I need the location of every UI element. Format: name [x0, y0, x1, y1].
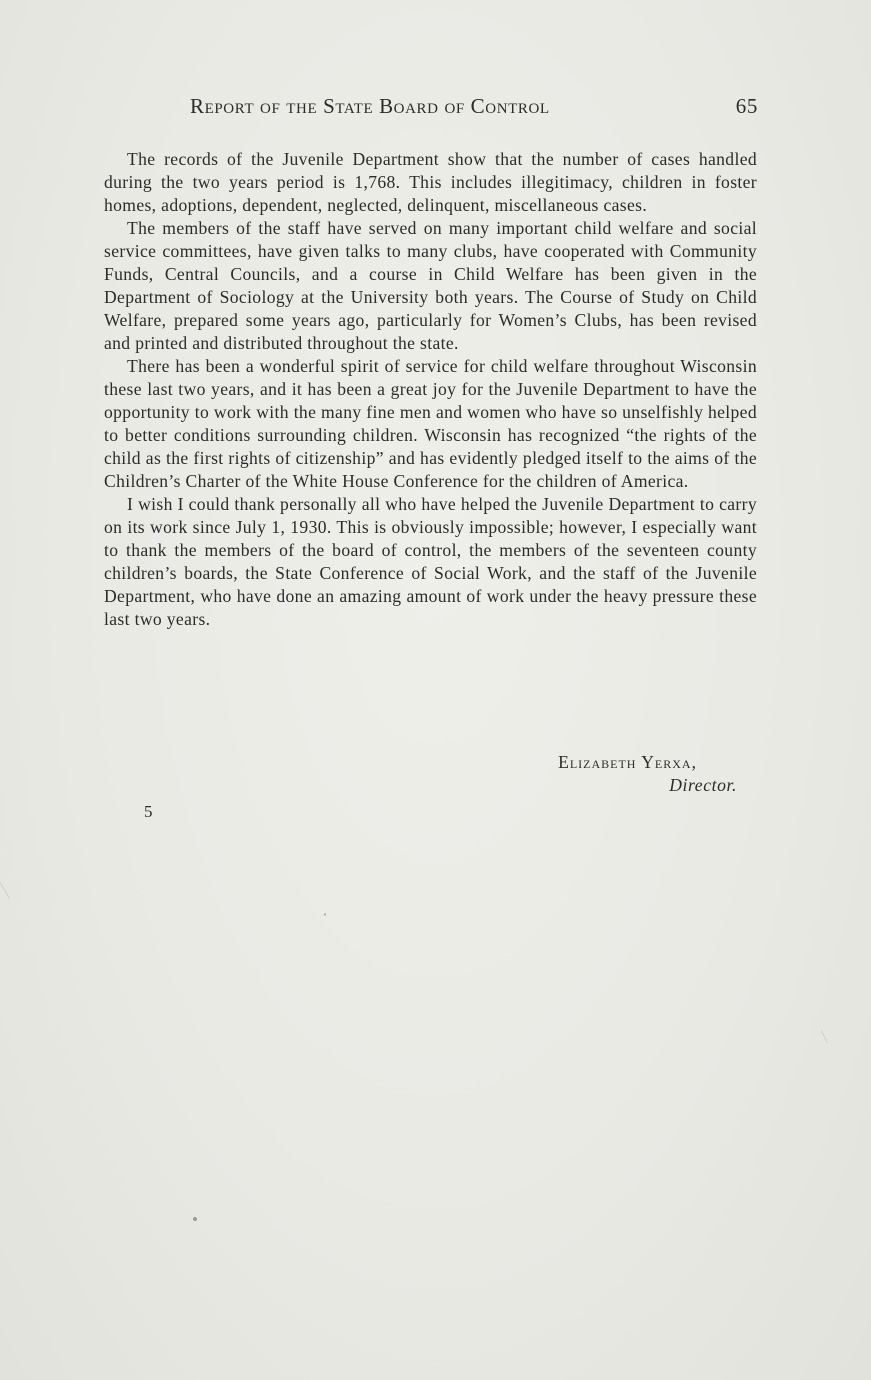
paragraph-case-records: The records of the Juvenile Department show that the number of cases handled during the two years period is 1,768. This includes illegitimacy, children in foster homes, adoptions, dependent, neglected, delinquent, miscellaneous cases.: [104, 149, 757, 215]
printer-signature-mark: 5: [144, 802, 153, 821]
signatory-name: Elizabeth Yerxa,: [558, 752, 697, 772]
page-number: 65: [735, 94, 758, 118]
paragraph-spirit-of-service: There has been a wonderful spirit of service for child welfare throughout Wisconsin these last two years, and it has been a great joy for the Juvenile Department to have the opportunity to work with the many fine men and women who have so unselfishly helped to better conditions surrounding children. Wisconsin has recognized “the rights of the child as the first rights of citizenship” and has evidently pledged itself to the aims of the Children’s Charter of the White House Conference for the children of America.: [104, 356, 757, 491]
paper-speck: [193, 1217, 197, 1221]
signature-block: [104, 751, 737, 797]
paper-speck: [324, 913, 326, 916]
paper-crease: [821, 1030, 828, 1043]
paragraph-acknowledgements: I wish I could thank personally all who have helped the Juvenile Department to carry on its work since July 1, 1930. This is obviously impossible; however, I especially want to thank the members of the board of control, the members of the seventeen county children’s boards, the State Conference of Social Work, and the staff of the Juvenile Department, who have done an amazing amount of work under the heavy pressure these last two years.: [104, 494, 757, 629]
paper-crease: [0, 881, 10, 899]
paragraph-staff-activities: The members of the staff have served on many important child welfare and social service committees, have given talks to many clubs, have cooperated with Community Funds, Central Councils, and a course in Child Welfare has been given in the Department of Sociology at the University both years. The Course of Study on Child Welfare, prepared some years ago, particularly for Women’s Clubs, has been revised and printed and distributed throughout the state.: [104, 218, 757, 353]
signatory-title: Director.: [669, 775, 737, 795]
running-title: Report of the State Board of Control: [190, 94, 550, 118]
page-header: [190, 94, 758, 124]
body-text: [104, 148, 757, 631]
